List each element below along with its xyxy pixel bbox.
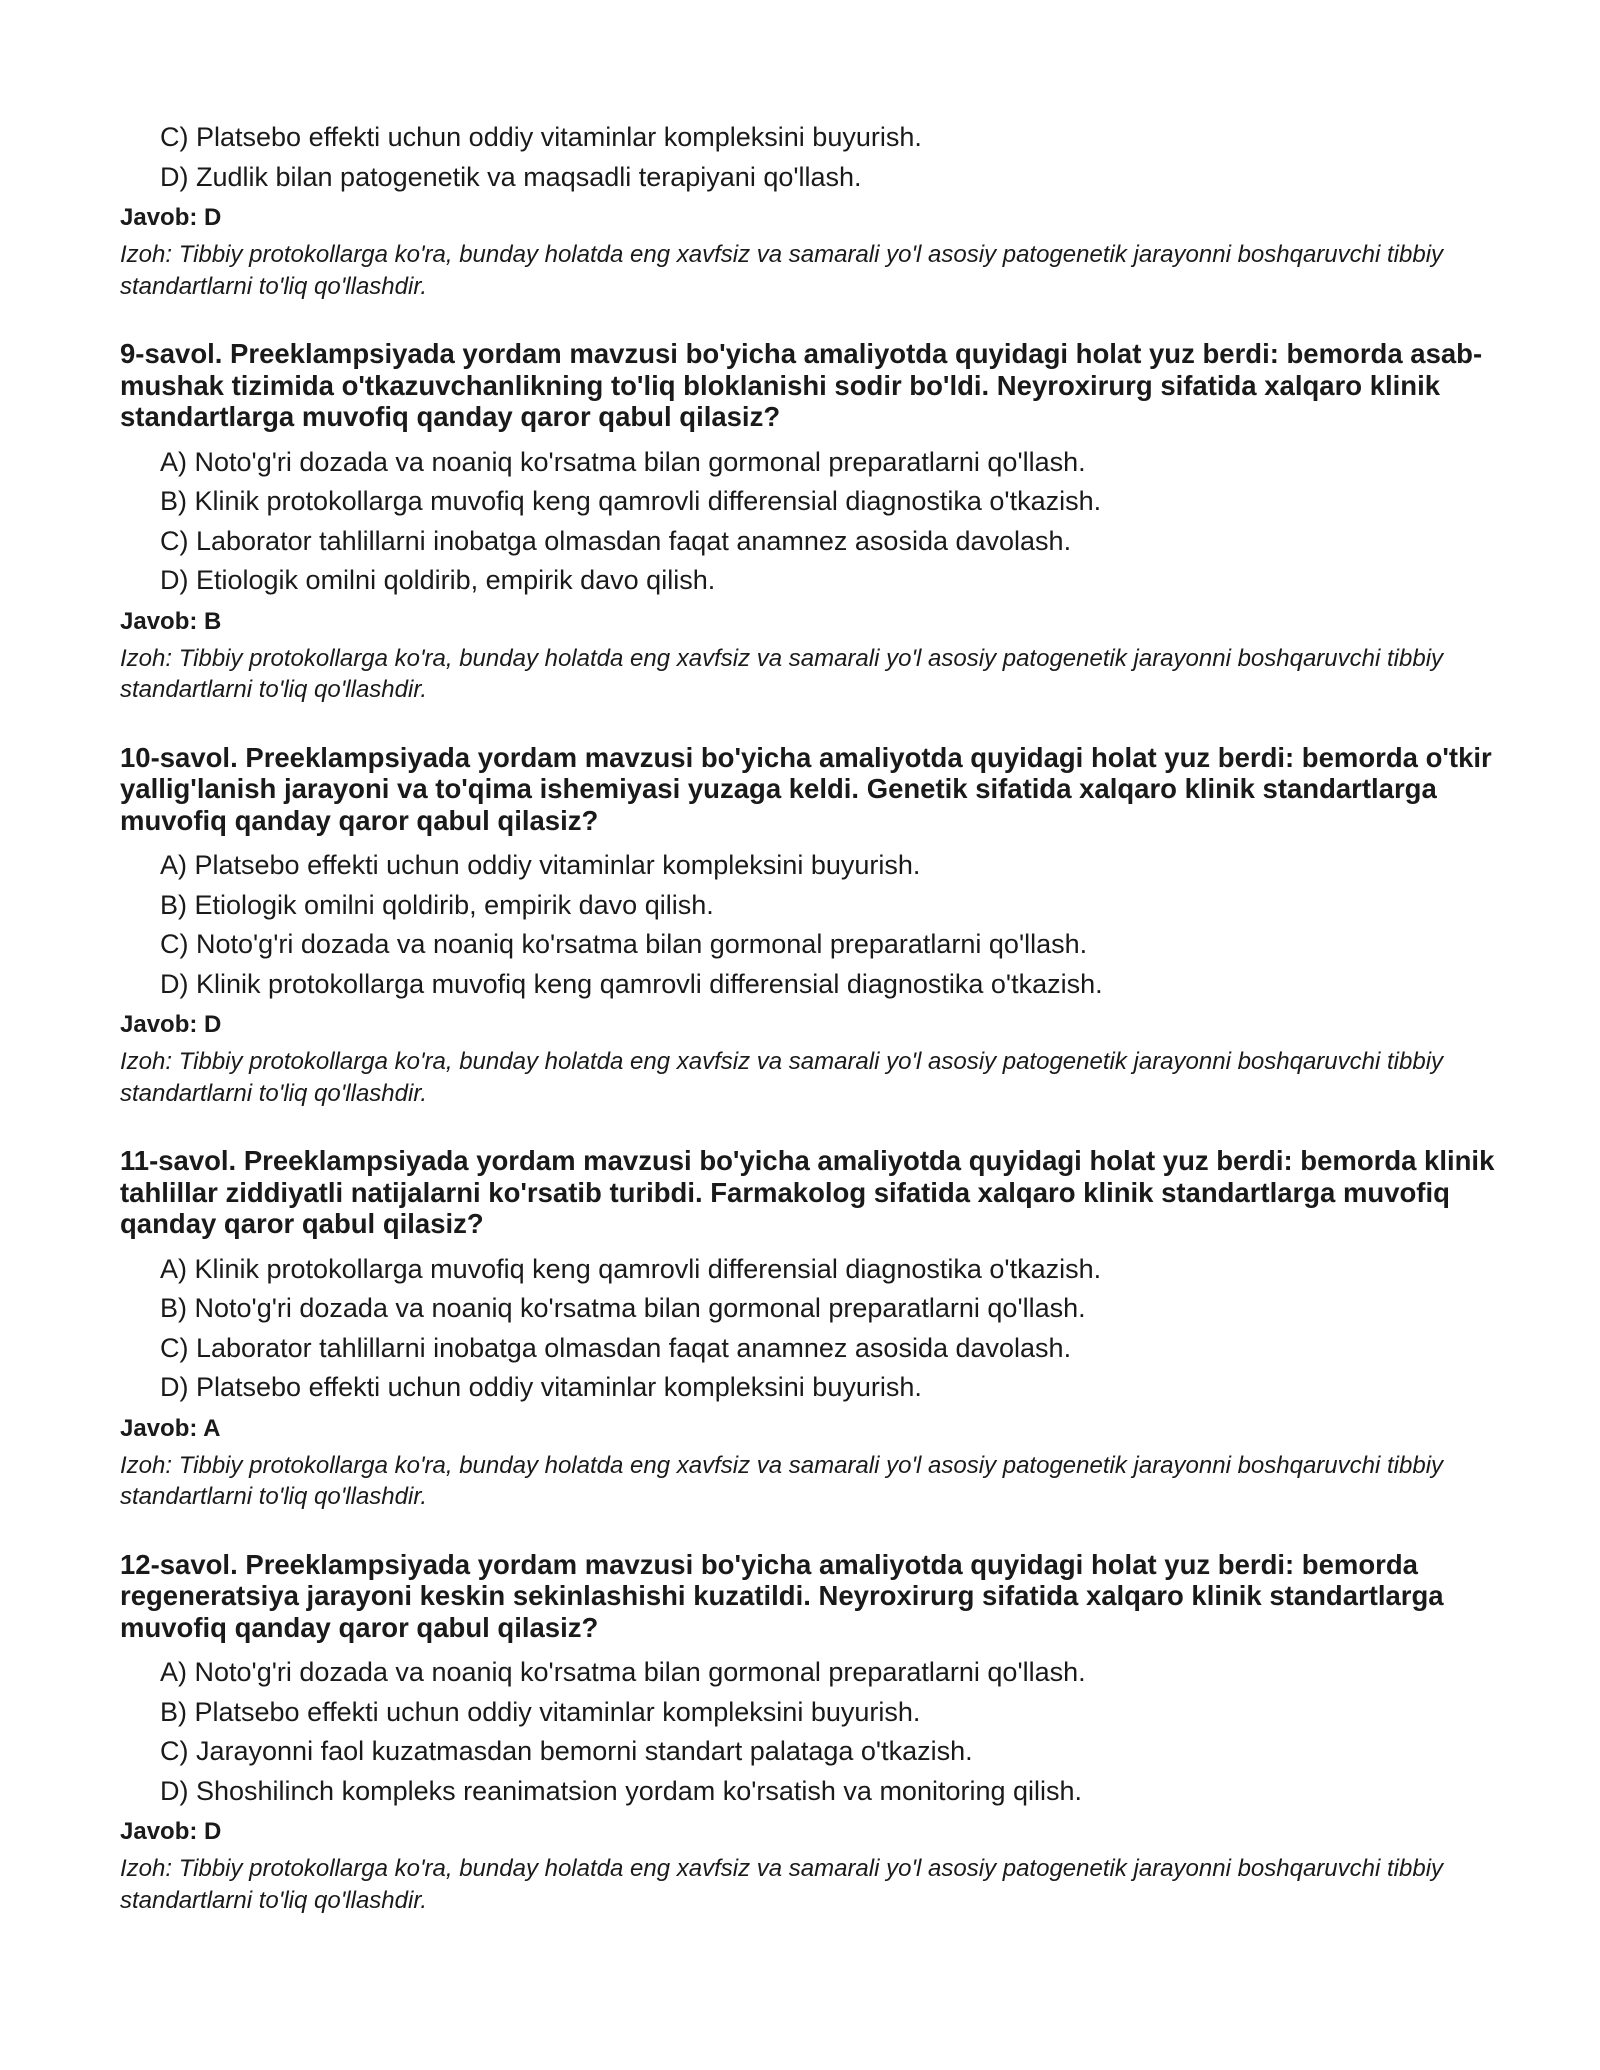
explanation-note: Izoh: Tibbiy protokollarga ko'ra, bunday holatda eng xavfsiz va samarali yo'l asosiy patogenetik jarayonni boshqaruvchi tibbiy standartlarni to'liq qo'llashdir. [120, 644, 1444, 703]
carryover-block [120, 118, 1500, 302]
option-c: C) Jarayonni faol kuzatmasdan bemorni standart palataga o'tkazish. [160, 1736, 973, 1766]
option-c: C) Laborator tahlillarni inobatga olmasdan faqat anamnez asosida davolash. [160, 525, 1072, 556]
question-12 [120, 1549, 1500, 1917]
answer-label: Javob: D [120, 204, 222, 231]
option-a: A) Platsebo effekti uchun oddiy vitaminlar kompleksini buyurish. [160, 850, 921, 880]
option-b: B) Noto'g'ri dozada va noaniq ko'rsatma bilan gormonal preparatlarni qo'llash. [160, 1293, 1086, 1323]
explanation-note: Izoh: Tibbiy protokollarga ko'ra, bunday holatda eng xavfsiz va samarali yo'l asosiy patogenetik jarayonni boshqaruvchi tibbiy standartlarni to'liq qo'llashdir. [120, 1855, 1444, 1914]
option-a: A) Noto'g'ri dozada va noaniq ko'rsatma bilan gormonal preparatlarni qo'llash. [160, 446, 1086, 477]
question-title: 9-savol. Preeklampsiyada yordam mavzusi bo'yicha amaliyotda quyidagi holat yuz berdi: bemorda asab-mushak tizimida o'tkazuvchanlikning to'liq bloklanishi sodir bo'ldi. Neyroxirurg sifatida xalqaro klinik standartlarga muvofiq qanday qaror qabul qilasiz? [120, 338, 1483, 432]
question-title: 11-savol. Preeklampsiyada yordam mavzusi bo'yicha amaliyotda quyidagi holat yuz berdi: bemorda klinik tahlillar ziddiyatli natijalarni ko'rsatib turibdi. Farmakolog sifatida xalqaro klinik standartlarga muvofiq qanday qaror qabul qilasiz? [120, 1145, 1495, 1239]
option-a: A) Noto'g'ri dozada va noaniq ko'rsatma bilan gormonal preparatlarni qo'llash. [160, 1657, 1086, 1687]
question-title: 10-savol. Preeklampsiyada yordam mavzusi bo'yicha amaliyotda quyidagi holat yuz berdi: bemorda o'tkir yallig'lanish jarayoni va to'qima ishemiyasi yuzaga keldi. Genetik sifatida xalqaro klinik standartlarga muvofiq qanday qaror qabul qilasiz? [120, 741, 1492, 836]
option-d: D) Zudlik bilan patogenetik va maqsadli terapiyani qo'llash. [160, 161, 862, 192]
question-11 [120, 1145, 1500, 1513]
explanation-note: Izoh: Tibbiy protokollarga ko'ra, bunday holatda eng xavfsiz va samarali yo'l asosiy patogenetik jarayonni boshqaruvchi tibbiy standartlarni to'liq qo'llashdir. [120, 241, 1444, 300]
option-d: D) Etiologik omilni qoldirib, empirik davo qilish. [160, 565, 716, 595]
explanation-note: Izoh: Tibbiy protokollarga ko'ra, bunday holatda eng xavfsiz va samarali yo'l asosiy patogenetik jarayonni boshqaruvchi tibbiy standartlarni to'liq qo'llashdir. [120, 1451, 1444, 1510]
option-b: B) Klinik protokollarga muvofiq keng qamrovli differensial diagnostika o'tkazish. [160, 486, 1102, 516]
option-b: B) Platsebo effekti uchun oddiy vitaminlar kompleksini buyurish. [160, 1696, 921, 1727]
question-title: 12-savol. Preeklampsiyada yordam mavzusi bo'yicha amaliyotda quyidagi holat yuz berdi: bemorda regeneratsiya jarayoni keskin sekinlashishi kuzatildi. Neyroxirurg sifatida xalqaro klinik standartlarga muvofiq qanday qaror qabul qilasiz? [120, 1548, 1444, 1643]
option-d: D) Klinik protokollarga muvofiq keng qamrovli differensial diagnostika o'tkazish. [160, 968, 1103, 999]
answer-label: Javob: A [120, 1414, 221, 1442]
option-c: C) Laborator tahlillarni inobatga olmasdan faqat anamnez asosida davolash. [160, 1332, 1072, 1363]
option-c: C) Platsebo effekti uchun oddiy vitaminlar kompleksini buyurish. [160, 122, 922, 152]
option-d: D) Platsebo effekti uchun oddiy vitaminlar kompleksini buyurish. [160, 1372, 922, 1402]
option-b: B) Etiologik omilni qoldirib, empirik davo qilish. [160, 889, 714, 920]
option-c: C) Noto'g'ri dozada va noaniq ko'rsatma bilan gormonal preparatlarni qo'llash. [160, 929, 1088, 959]
question-10 [120, 742, 1500, 1110]
question-9 [120, 338, 1500, 706]
answer-label: Javob: B [120, 607, 222, 635]
document-page [120, 118, 1500, 1916]
answer-label: Javob: D [120, 1011, 222, 1038]
option-d: D) Shoshilinch kompleks reanimatsion yordam ko'rsatish va monitoring qilish. [160, 1775, 1083, 1806]
explanation-note: Izoh: Tibbiy protokollarga ko'ra, bunday holatda eng xavfsiz va samarali yo'l asosiy patogenetik jarayonni boshqaruvchi tibbiy standartlarni to'liq qo'llashdir. [120, 1048, 1444, 1107]
answer-label: Javob: D [120, 1818, 222, 1845]
option-a: A) Klinik protokollarga muvofiq keng qamrovli differensial diagnostika o'tkazish. [160, 1253, 1102, 1284]
